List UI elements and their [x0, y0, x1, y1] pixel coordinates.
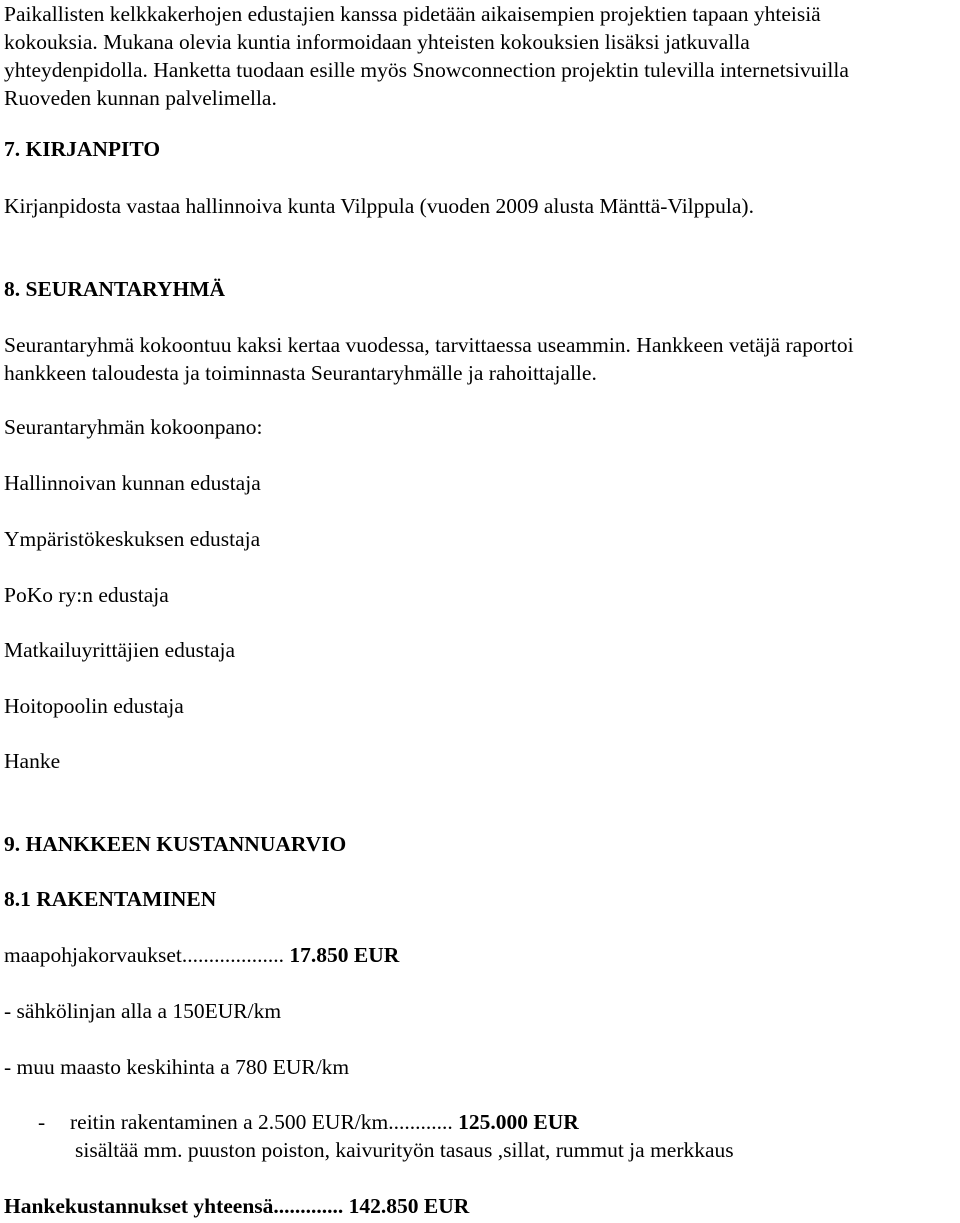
member-item: Matkailuyrittäjien edustaja [4, 638, 236, 662]
route-note: sisältää mm. puuston poiston, kaivurityön tasaus ,sillat, rummut ja merkkaus [75, 1138, 734, 1162]
section-8-text-line: hankkeen taloudesta ja toiminnasta Seurantaryhmälle ja rahoittajalle. [4, 361, 597, 385]
member-item: Hoitopoolin edustaja [4, 694, 184, 718]
total-row [4, 1192, 469, 1220]
cost-value: 125.000 EUR [458, 1110, 579, 1134]
member-item: PoKo ry:n edustaja [4, 583, 169, 607]
cost-row-ground [4, 941, 399, 969]
member-item: Hanke [4, 749, 61, 773]
cost-label: reitin rakentaminen a 2.500 EUR/km............ [70, 1110, 453, 1134]
cost-label: maapohjakorvaukset................... [4, 943, 285, 967]
member-item: Ympäristökeskuksen edustaja [4, 527, 261, 551]
section-7-text: Kirjanpidosta vastaa hallinnoiva kunta Vilppula (vuoden 2009 alusta Mänttä-Vilppula). [4, 194, 754, 218]
total-value: 142.850 EUR [348, 1194, 470, 1218]
intro-line: kokouksia. Mukana olevia kuntia informoidaan yhteisten kokouksien lisäksi jatkuvalla [4, 30, 750, 54]
intro-line: Paikallisten kelkkakerhojen edustajien kanssa pidetään aikaisempien projektien tapaan yhteisiä [4, 2, 821, 26]
cost-value: 17.850 EUR [289, 943, 400, 967]
cost-detail-other-terrain: - muu maasto keskihinta a 780 EUR/km [4, 1055, 350, 1079]
cost-detail-powerline: - sähkölinjan alla a 150EUR/km [4, 999, 282, 1023]
composition-label: Seurantaryhmän kokoonpano: [4, 415, 263, 439]
section-8-heading: 8. SEURANTARYHMÄ [4, 277, 226, 301]
section-9-subheading: 8.1 RAKENTAMINEN [4, 887, 217, 911]
section-7-heading: 7. KIRJANPITO [4, 137, 161, 161]
member-item: Hallinnoivan kunnan edustaja [4, 471, 261, 495]
intro-line: Ruoveden kunnan palvelimella. [4, 86, 277, 110]
section-9-heading: 9. HANKKEEN KUSTANNUARVIO [4, 832, 347, 856]
section-8-text-line: Seurantaryhmä kokoontuu kaksi kertaa vuodessa, tarvittaessa useammin. Hankkeen vetäjä raportoi [4, 333, 854, 357]
total-label: Hankekustannukset yhteensä............. [4, 1194, 344, 1218]
cost-row-route [4, 1108, 579, 1136]
intro-line: yhteydenpidolla. Hanketta tuodaan esille myös Snowconnection projektin tulevilla internetsivuilla [4, 58, 849, 82]
list-dash: - [38, 1110, 46, 1134]
